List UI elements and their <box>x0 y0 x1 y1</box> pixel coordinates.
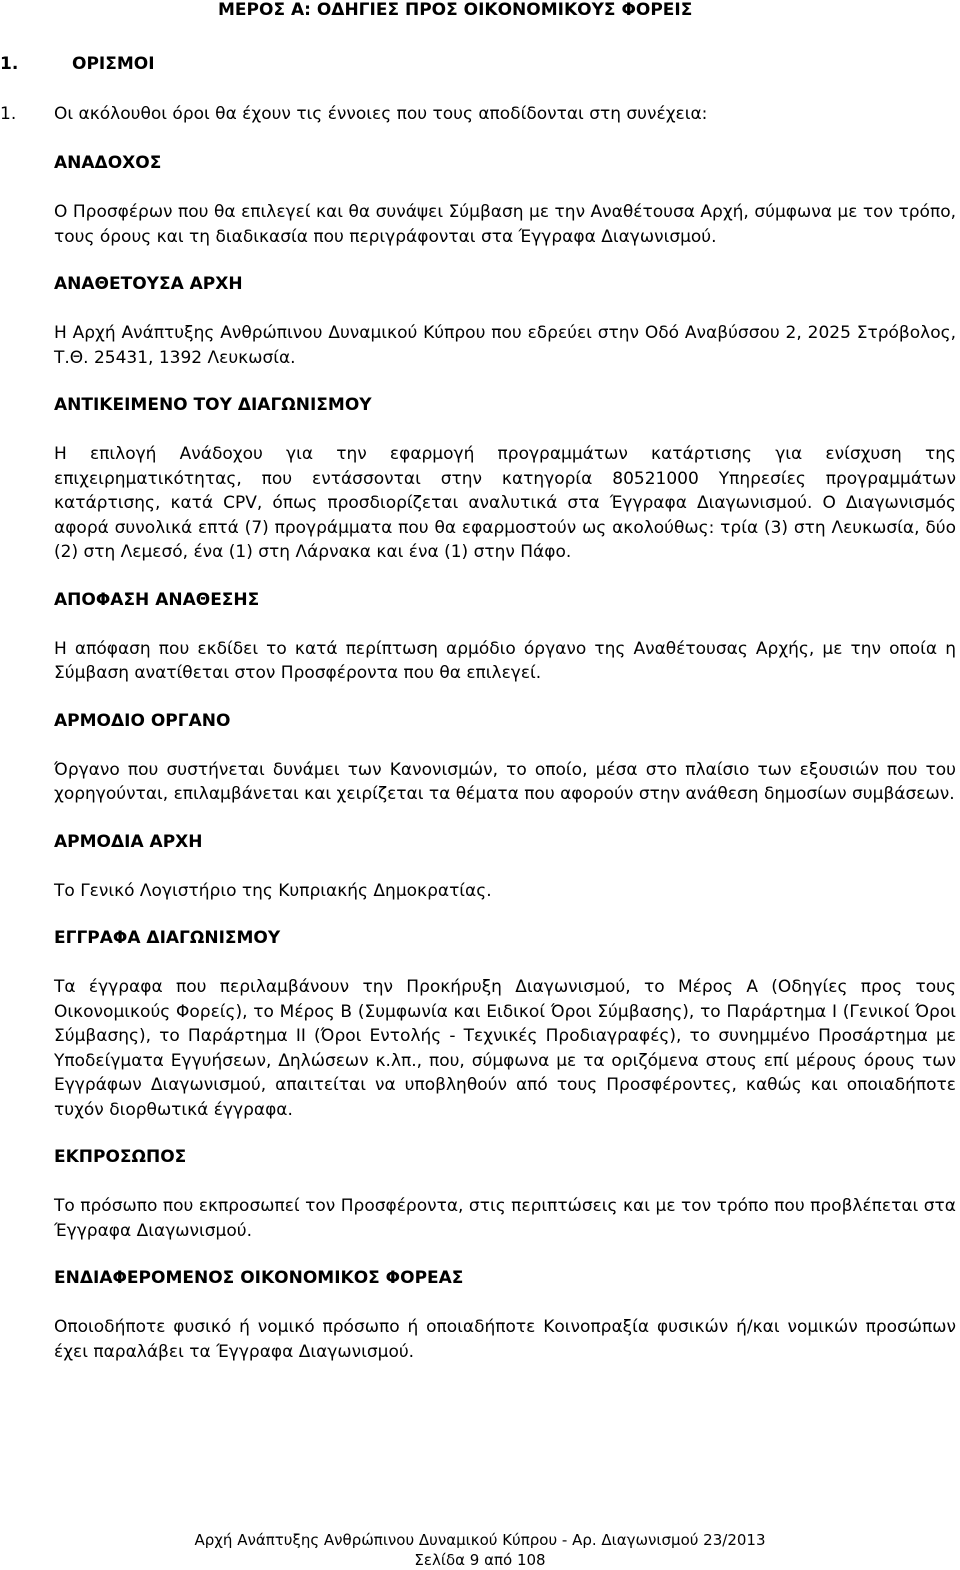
definition-term: ΑΝΤΙΚΕΙΜΕΝΟ ΤΟΥ ΔΙΑΓΩΝΙΣΜΟΥ <box>54 395 372 415</box>
definition-text: Όργανο που συστήνεται δυνάμει των Κανονισμών, το οποίο, μέσα στο πλαίσιο των εξουσιών που του χορηγούνται, επιλαμβάνεται και χειρίζεται τα θέματα που αφορούν στην ανάθεση δημοσίων συμβάσεων. <box>54 759 956 804</box>
definition-term: ΑΠΟΦΑΣΗ ΑΝΑΘΕΣΗΣ <box>54 589 260 610</box>
footer-organization: Αρχή Ανάπτυξης Ανθρώπινου Δυναμικού Κύπρου - Αρ. Διαγωνισμού 23/2013 <box>194 1531 766 1549</box>
definition-term: ΑΝΑΘΕΤΟΥΣΑ ΑΡΧΗ <box>54 274 243 294</box>
definition-term: ΕΚΠΡΟΣΩΠΟΣ <box>54 1147 187 1167</box>
section-number: 1. <box>0 54 19 74</box>
definition-competent-authority <box>54 831 956 904</box>
definition-text: Το Γενικό Λογιστήριο της Κυπριακής Δημοκρατίας. <box>54 880 492 901</box>
definition-text: Η απόφαση που εκδίδει το κατά περίπτωση αρμόδιο όργανο της Αναθέτουσας Αρχής, με την οποία η Σύμβαση ανατίθεται στον Προσφέροντα που θα επιλεγεί. <box>54 638 956 683</box>
definition-representative <box>54 1146 956 1243</box>
definition-tender-subject <box>54 394 956 565</box>
definition-term: ΕΝΔΙΑΦΕΡΟΜΕΝΟΣ ΟΙΚΟΝΟΜΙΚΟΣ ΦΟΡΕΑΣ <box>54 1268 464 1288</box>
definition-award-decision <box>54 589 956 686</box>
definition-text: Ο Προσφέρων που θα επιλεγεί και θα συνάψει Σύμβαση με την Αναθέτουσα Αρχή, σύμφωνα με τον τρόπο, τους όρους και τη διαδικασία που περιγράφονται στα Έγγραφα Διαγωνισμού. <box>54 202 956 247</box>
definition-competent-body <box>54 710 956 807</box>
definition-text: Το πρόσωπο που εκπροσωπεί τον Προσφέροντα, στις περιπτώσεις και με τον τρόπο που προβλέπεται στα Έγγραφα Διαγωνισμού. <box>54 1196 956 1241</box>
definition-text: Η Αρχή Ανάπτυξης Ανθρώπινου Δυναμικού Κύπρου που εδρεύει στην Οδό Αναβύσσου 2, 2025 Στρόβολος, Τ.Θ. 25431, 1392 Λευκωσία. <box>54 323 956 368</box>
definition-interested-operator <box>54 1267 956 1364</box>
definition-term: ΕΓΓΡΑΦΑ ΔΙΑΓΩΝΙΣΜΟΥ <box>54 928 281 948</box>
definition-contracting-authority <box>54 273 956 370</box>
definition-contractor <box>54 152 956 249</box>
part-title: ΜΕΡΟΣ Α: ΟΔΗΓΙΕΣ ΠΡΟΣ ΟΙΚΟΝΟΜΙΚΟΥΣ ΦΟΡΕΙΣ <box>218 0 693 20</box>
definition-term: ΑΡΜΟΔΙΟ ΟΡΓΑΝΟ <box>54 710 231 731</box>
definition-tender-documents <box>54 927 956 1122</box>
definition-term: ΑΡΜΟΔΙΑ ΑΡΧΗ <box>54 831 203 852</box>
page-number: Σελίδα 9 από 108 <box>414 1551 546 1569</box>
intro-text: Οι ακόλουθοι όροι θα έχουν τις έννοιες που τους αποδίδονται στη συνέχεια: <box>54 104 708 124</box>
definition-term: ΑΝΑΔΟΧΟΣ <box>54 153 162 173</box>
definition-text: Οποιοδήποτε φυσικό ή νομικό πρόσωπο ή οποιαδήποτε Κοινοπραξία φυσικών ή/και νομικών προσώπων έχει παραλάβει τα Έγγραφα Διαγωνισμού. <box>54 1317 956 1362</box>
page-footer <box>0 1530 960 1570</box>
section-title: ΟΡΙΣΜΟΙ <box>72 54 155 74</box>
definition-text: Τα έγγραφα που περιλαμβάνουν την Προκήρυξη Διαγωνισμού, το Μέρος Α (Οδηγίες προς τους Οικονομικούς Φορείς), το Μέρος Β (Συμφωνία και Ειδικοί Όροι Σύμβασης), το Παράρτημα Ι (Γενικοί Όροι Σύμβασης), το Παράρτημα ΙΙ (Όροι Εντολής - Τεχνικές Προδιαγραφές), το συνημμένο Προσάρτημα με Υποδείγματα Εγγυήσεων, Δηλώσεων κ.λπ., που, σύμφωνα με τα οριζόμενα στους επί μέρους όρους των Εγγράφων Διαγωνισμού, απαιτείται να υποβληθούν από τους Προσφέροντες, καθώς και οποιαδήποτε τυχόν διορθωτικά έγγραφα. <box>54 977 956 1120</box>
definition-text: Η επιλογή Ανάδοχου για την εφαρμογή προγραμμάτων κατάρτισης για ενίσχυση της επιχειρηματικότητας, που εντάσσονται στην κατηγορία 80521000 Υπηρεσίες προγραμμάτων κατάρτισης, κατά CPV, όπως προσδιορίζεται αναλυτικά στα Έγγραφα Διαγωνισμού. Ο Διαγωνισμός αφορά συνολικά επτά (7) προγράμματα που θα εφαρμοστούν ως ακολούθως: τρία (3) στη Λευκωσία, δύο (2) στη Λεμεσό, ένα (1) στη Λάρνακα και ένα (1) στην Πάφο. <box>54 444 956 562</box>
definitions-list <box>54 152 956 1388</box>
intro-number: 1. <box>0 104 17 124</box>
